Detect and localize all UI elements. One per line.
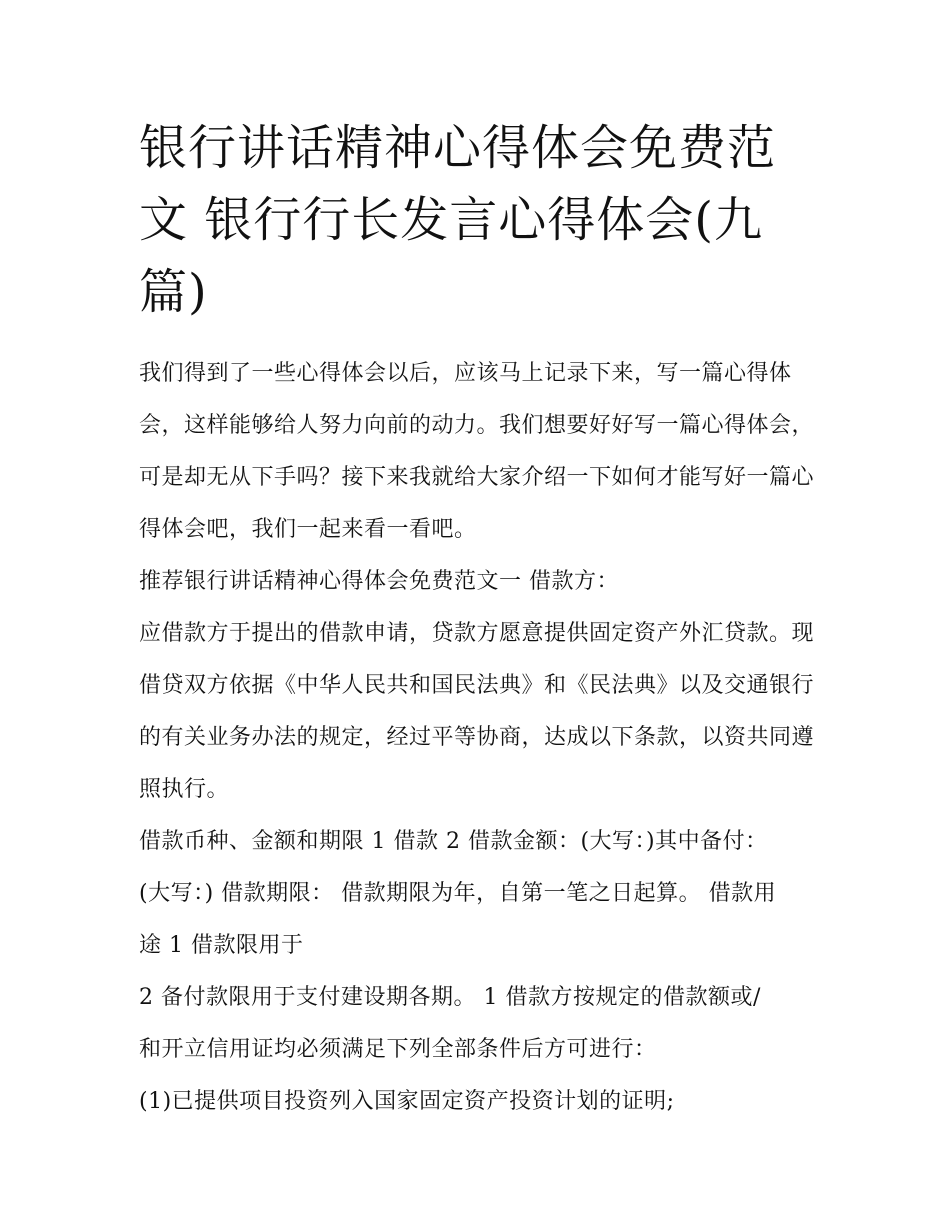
document-title: 银行讲话精神心得体会免费范文 银行行长发言心得体会(九篇) bbox=[139, 120, 777, 320]
section-heading-paragraph: 推荐银行讲话精神心得体会免费范文一 借款方： bbox=[139, 569, 619, 594]
document-page bbox=[139, 112, 819, 1128]
loan-conditions-paragraph: 2 备付款限用于支付建设期各期。 1 借款方按规定的借款额或/和开立信用证均必须满足下列全部条件后方可进行： bbox=[139, 985, 761, 1062]
condition-item-1: (1)已提供项目投资列入国家固定资产投资计划的证明; bbox=[139, 1089, 675, 1114]
intro-paragraph: 我们得到了一些心得体会以后，应该马上记录下来，写一篇心得体会，这样能够给人努力向前的动力。我们想要好好写一篇心得体会，可是却无从下手吗？接下来我就给大家介绍一下如何才能写好一篇心得体会吧，我们一起来看一看吧。 bbox=[139, 361, 815, 542]
loan-intro-paragraph: 应借款方于提出的借款申请，贷款方愿意提供固定资产外汇贷款。现借贷双方依据《中华人民共和国民法典》和《民法典》以及交通银行的有关业务办法的规定，经过平等协商，达成以下条款，以资共同遵照执行。 bbox=[139, 621, 815, 802]
loan-terms-paragraph: 借款币种、金额和期限 1 借款 2 借款金额：(大写：)其中备付：(大写：) 借款期限： 借款期限为年，自第一笔之日起算。 借款用途 1 借款限用于 bbox=[139, 829, 777, 958]
